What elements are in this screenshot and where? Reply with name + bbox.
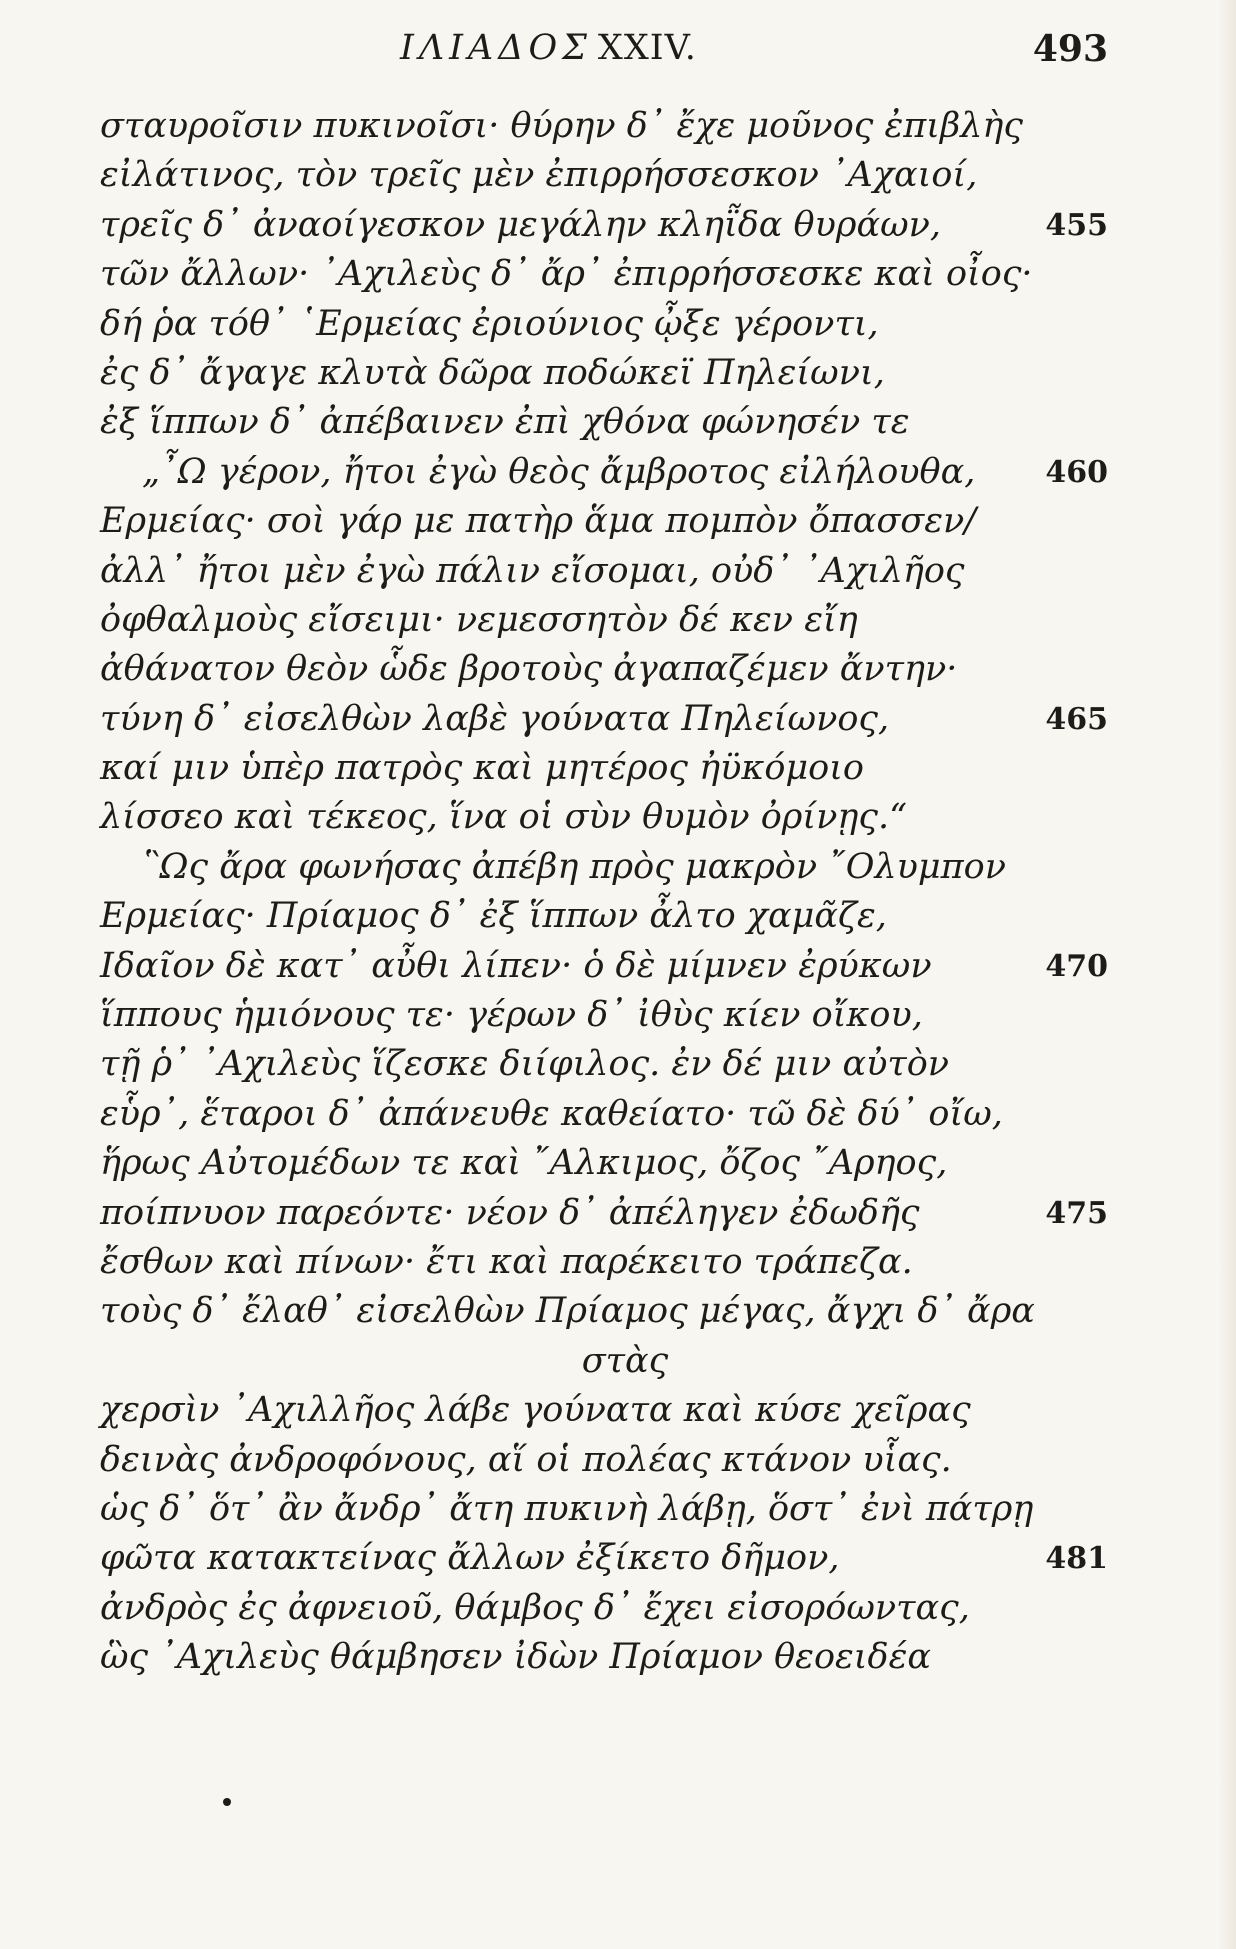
- verse-text: ἀλλ᾽ ἤτοι μὲν ἐγὼ πάλιν εἴσομαι, οὐδ᾽ ᾽Αχιλῆος: [100, 550, 965, 591]
- verse-line: [100, 1139, 1108, 1188]
- verse-line: [100, 349, 1108, 398]
- running-title: [400, 28, 697, 68]
- verse-line: [100, 793, 1108, 842]
- verse-text: καί μιν ὑπὲρ πατρὸς καὶ μητέρος ἠϋκόμοιο: [100, 748, 865, 789]
- verse-line: [100, 1436, 1108, 1485]
- line-number: 470: [1045, 948, 1108, 984]
- line-number: 460: [1045, 454, 1108, 490]
- verse-text: ποίπνυον παρεόντε· νέον δ᾽ ἀπέληγεν ἐδωδῆς: [100, 1192, 920, 1233]
- verse-text: εὗρ᾽, ἕταροι δ᾽ ἀπάνευθε καθείατο· τῶ δὲ δύ᾽ οἴω,: [100, 1093, 1003, 1134]
- verse-line: [100, 1337, 1108, 1386]
- verse-line: [100, 1189, 1108, 1238]
- verse-text: τύνη δ᾽ εἰσελθὼν λαβὲ γούνατα Πηλείωνος,: [100, 698, 890, 739]
- verse-text: Ιδαῖον δὲ κατ᾽ αὖθι λίπεν· ὁ δὲ μίμνεν ἐρύκων: [100, 945, 932, 986]
- line-number: 475: [1045, 1195, 1108, 1231]
- verse-line: [100, 201, 1108, 250]
- verse-line: [100, 991, 1108, 1040]
- verse-line: [100, 300, 1108, 349]
- verse-line: [100, 596, 1108, 645]
- line-number: 465: [1045, 701, 1108, 737]
- verse-text: λίσσεο καὶ τέκεος, ἵνα οἱ σὺν θυμὸν ὀρίνῃς.“: [100, 797, 907, 838]
- verse-text: ὡς δ᾽ ὅτ᾽ ἂν ἄνδρ᾽ ἄτη πυκινὴ λάβῃ, ὅστ᾽ ἐνὶ πάτρῃ: [100, 1488, 1034, 1529]
- page-edge: [1218, 0, 1236, 1949]
- verse-line: [100, 942, 1108, 991]
- verse-text: εἰλάτινος, τὸν τρεῖς μὲν ἐπιρρήσσεσκον ᾽Αχαιοί,: [100, 155, 978, 196]
- verse-text: ὀφθαλμοὺς εἴσειμι· νεμεσσητὸν δέ κεν εἴη: [100, 599, 858, 640]
- verse-line: [100, 151, 1108, 200]
- verse-line: [100, 102, 1108, 151]
- verse-line: [100, 892, 1108, 941]
- verse-text: τῇ ῥ᾽ ᾽Αχιλεὺς ἵζεσκε διίφιλος. ἐν δέ μιν αὐτὸν: [100, 1044, 950, 1085]
- verse-line: [100, 1584, 1108, 1633]
- verse-line: [100, 398, 1108, 447]
- verse-line: [100, 1238, 1108, 1287]
- page-header: [100, 28, 1108, 78]
- verse-line: [100, 695, 1108, 744]
- verse-text: ἥρως Αὐτομέδων τε καὶ ῎Αλκιμος, ὄζος ῎Αρηος,: [100, 1143, 948, 1184]
- verse-block: [100, 102, 1108, 1683]
- running-title-text: ΙΛΙΑΔΟΣ: [400, 28, 592, 68]
- verse-line: [100, 547, 1108, 596]
- line-number: 481: [1045, 1541, 1108, 1577]
- verse-text: φῶτα κατακτείνας ἄλλων ἐξίκετο δῆμον,: [100, 1538, 840, 1579]
- book-number: XXIV.: [597, 28, 697, 68]
- verse-line: [100, 448, 1108, 497]
- verse-text: ἐς δ᾽ ἄγαγε κλυτὰ δῶρα ποδώκεϊ Πηλείωνι,: [100, 352, 885, 393]
- verse-line: [100, 497, 1108, 546]
- verse-line: [100, 250, 1108, 299]
- verse-text: Ερμείας· Πρίαμος δ᾽ ἐξ ἵππων ἆλτο χαμᾶζε,: [100, 896, 887, 937]
- page-number: 493: [1032, 28, 1108, 70]
- verse-text: τοὺς δ᾽ ἔλαθ᾽ εἰσελθὼν Πρίαμος μέγας, ἄγχι δ᾽ ἄρα: [100, 1291, 1035, 1332]
- ink-speck: [223, 1798, 231, 1806]
- verse-line: [100, 1485, 1108, 1534]
- verse-line: [100, 1287, 1108, 1336]
- verse-text: ῝Ως ἄρα φωνήσας ἀπέβη πρὸς μακρὸν ῎Ολυμπον: [142, 846, 1007, 887]
- verse-line: [100, 1040, 1108, 1089]
- verse-text: ἀθάνατον θεὸν ὧδε βροτοὺς ἀγαπαζέμεν ἄντην·: [100, 649, 958, 690]
- verse-line: [100, 1090, 1108, 1139]
- verse-text: δεινὰς ἀνδροφόνους, αἵ οἱ πολέας κτάνον υἷας.: [100, 1439, 952, 1480]
- verse-text: ἐξ ἵππων δ᾽ ἀπέβαινεν ἐπὶ χθόνα φώνησέν τε: [100, 402, 910, 443]
- verse-text: Ερμείας· σοὶ γάρ με πατὴρ ἅμα πομπὸν ὄπασσεν/: [100, 501, 977, 542]
- verse-text: τῶν ἄλλων· ᾽Αχιλεὺς δ᾽ ἄρ᾽ ἐπιρρήσσεσκε καὶ οἶος·: [100, 254, 1033, 295]
- line-number: 455: [1045, 207, 1108, 243]
- verse-text: τρεῖς δ᾽ ἀναοίγεσκον μεγάλην κληῗδα θυράων,: [100, 204, 942, 245]
- verse-text: ἔσθων καὶ πίνων· ἔτι καὶ παρέκειτο τράπεζα.: [100, 1241, 913, 1282]
- verse-line: [100, 1534, 1108, 1583]
- verse-text: δή ῥα τόθ᾽ ῾Ερμείας ἐριούνιος ᾦξε γέροντι,: [100, 303, 879, 344]
- verse-text: σταυροῖσιν πυκινοῖσι· θύρην δ᾽ ἔχε μοῦνος ἐπιβλὴς: [100, 106, 1024, 146]
- verse-line: [100, 1633, 1108, 1682]
- verse-line: [100, 1386, 1108, 1435]
- verse-text: ἵππους ἡμιόνους τε· γέρων δ᾽ ἰθὺς κίεν οἴκου,: [100, 995, 923, 1036]
- verse-text: „῏Ω γέρον, ἤτοι ἐγὼ θεὸς ἄμβροτος εἰλήλουθα,: [142, 451, 976, 492]
- verse-text: στὰς: [581, 1340, 669, 1381]
- verse-line: [100, 843, 1108, 892]
- verse-text: ἀνδρὸς ἐς ἀφνειοῦ, θάμβος δ᾽ ἔχει εἰσορόωντας,: [100, 1587, 970, 1628]
- verse-text: χερσὶν ᾽Αχιλλῆος λάβε γούνατα καὶ κύσε χεῖρας: [100, 1390, 971, 1431]
- verse-line: [100, 645, 1108, 694]
- verse-text: ὣς ᾽Αχιλεὺς θάμβησεν ἰδὼν Πρίαμον θεοειδέα: [100, 1637, 932, 1678]
- verse-line: [100, 744, 1108, 793]
